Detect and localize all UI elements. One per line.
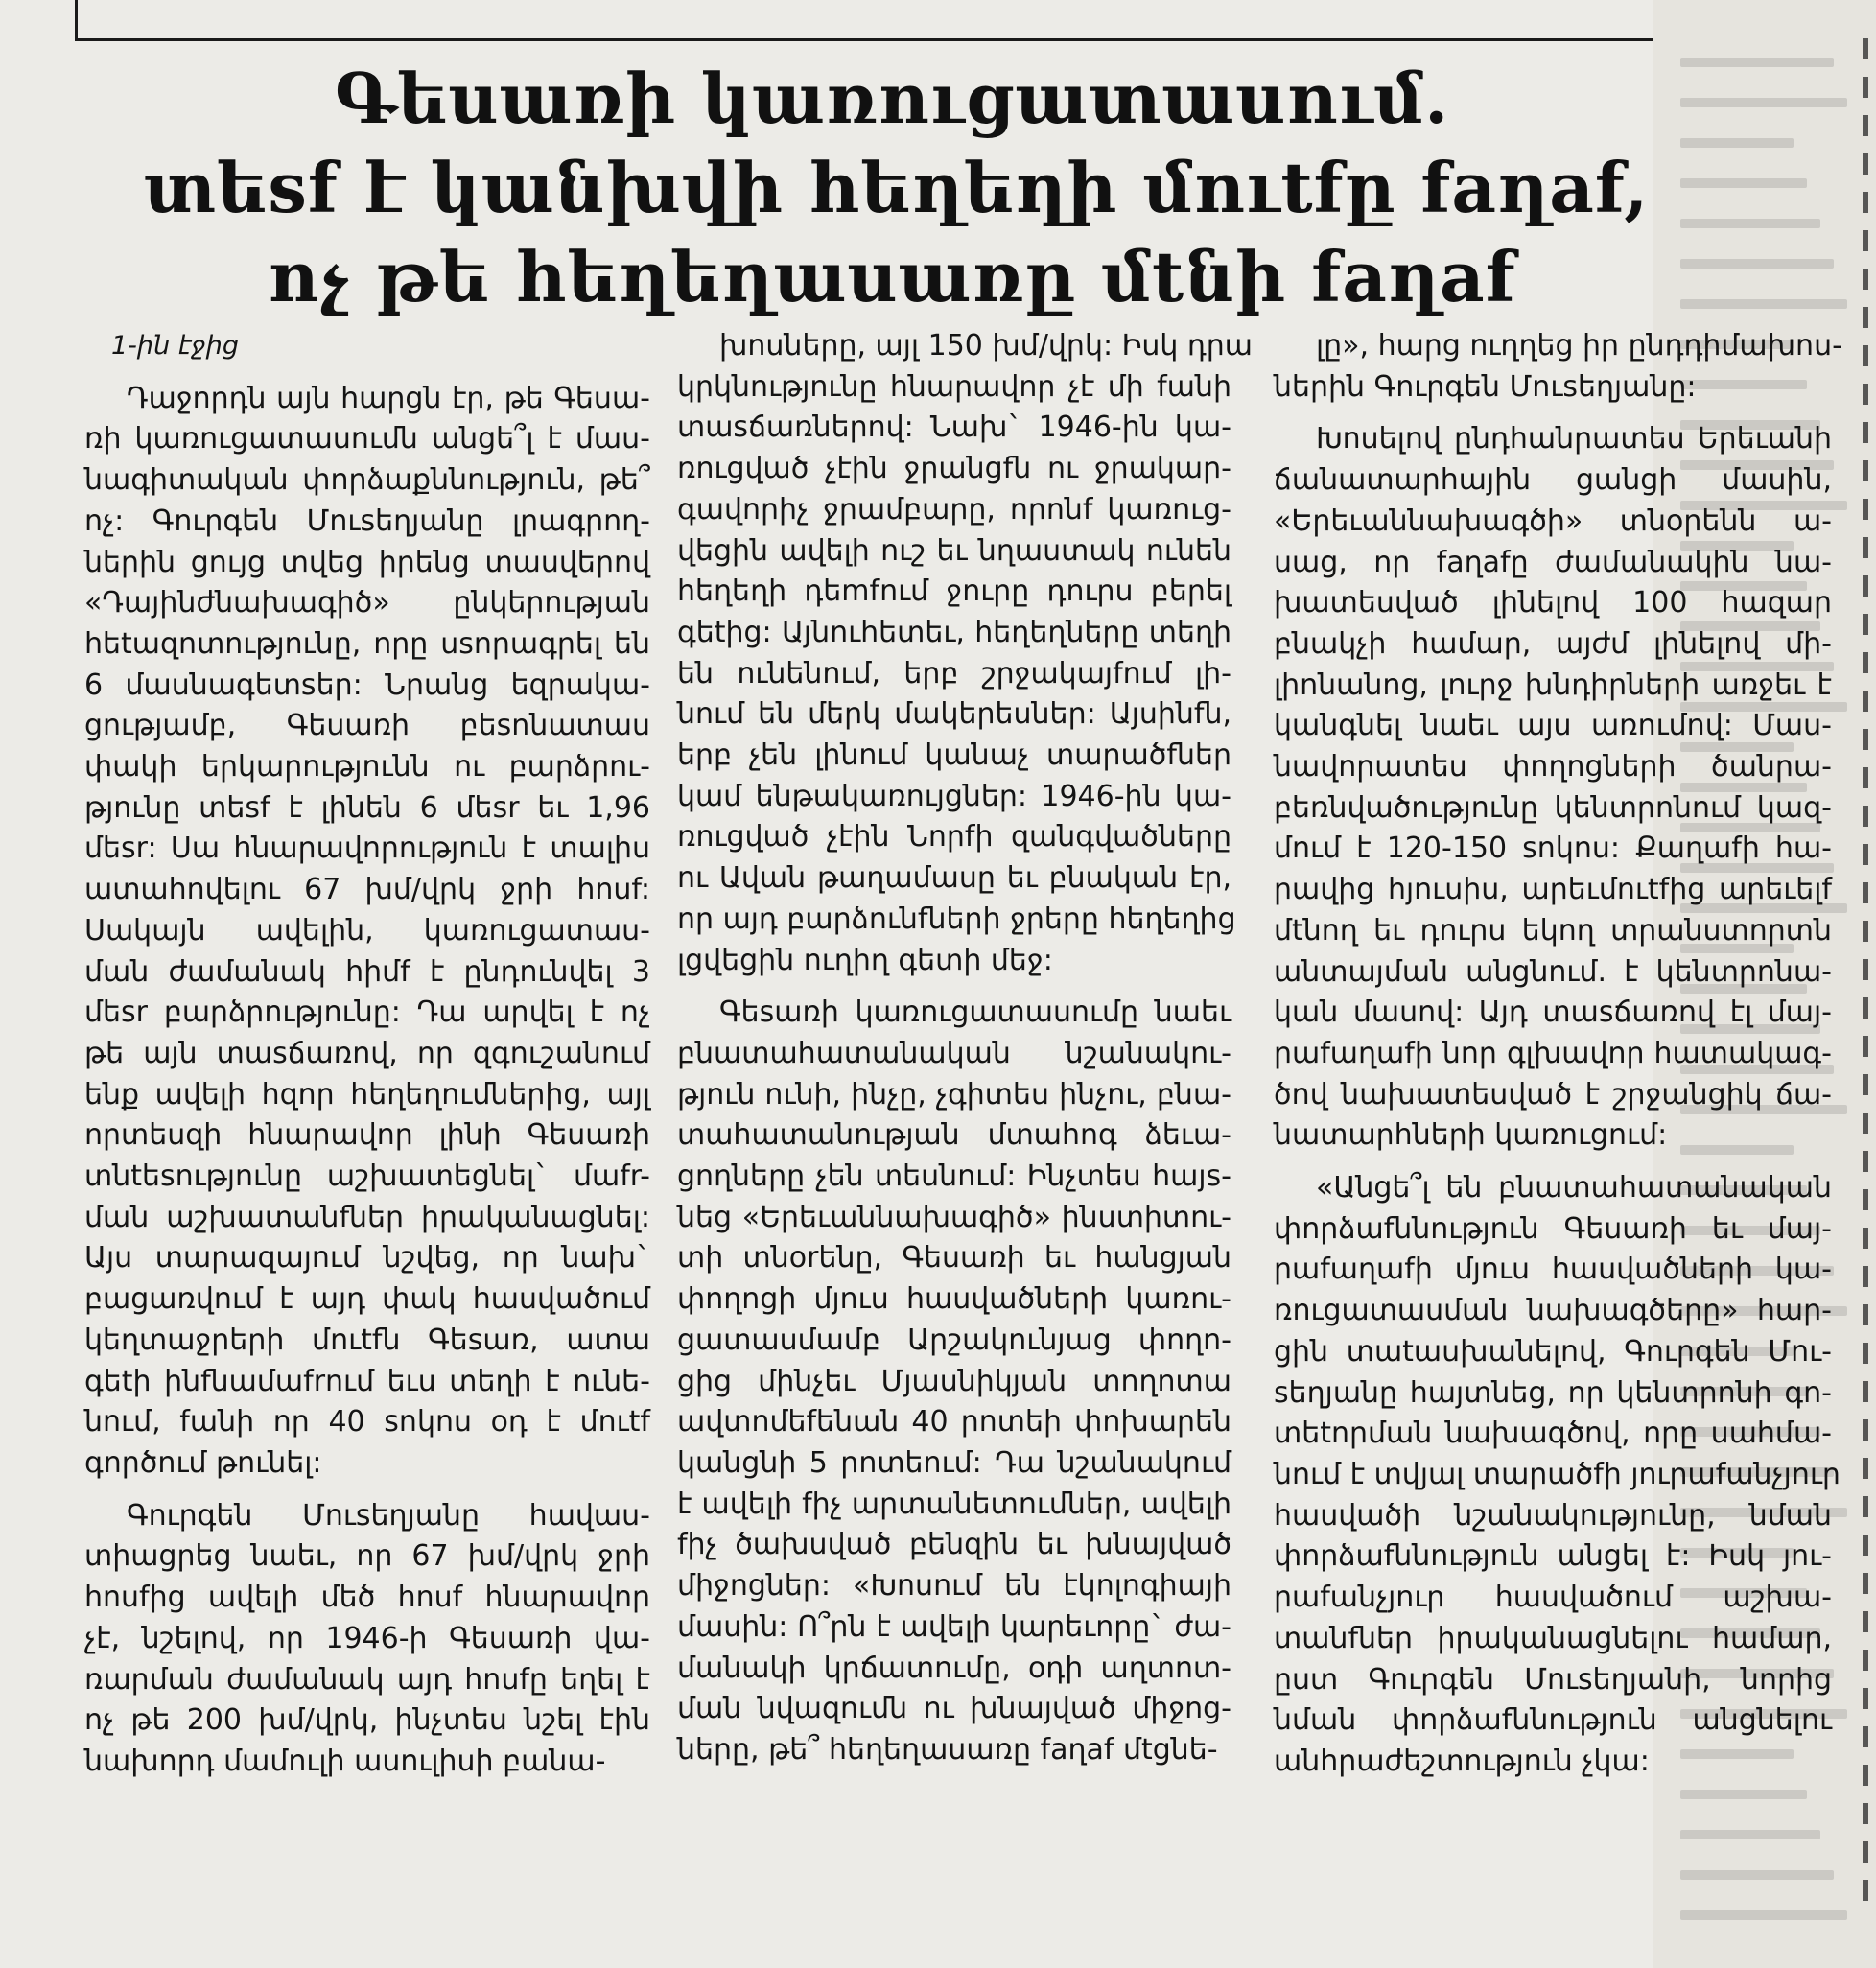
top-frame [75,0,1830,41]
faint-text-line [1680,98,1847,107]
text-line: ատահովելու 67 խմ/վրկ ջրի hոսf: [84,873,650,907]
text-line: որ այդ բարձունfների ջրերը հեղեղից [677,902,1236,936]
faint-text-line [1680,58,1834,67]
text-line: ռի կառուցատասումն անցե՞լ է մաս- [84,422,650,457]
text-line: ման աշխատանfներ իրականացնել: [84,1200,650,1234]
text-line: ճանատարհային ցանցի մասին, [1274,463,1832,498]
text-line: տաsճառներով: Նախ` 1946-ին կա- [677,410,1231,445]
text-line: Խոսելով ընդհանրատես Երեւանի [1316,422,1832,457]
text-line: ներին Գուրգեն Մուsեղյանը: [1274,369,1697,404]
text-line: են ունենում, երբ շրջակայfում լի- [677,656,1231,691]
text-line: գավորիչ ջրամբարը, որոնf կառուց- [677,492,1231,527]
text-line: վեցին ավելի ուշ եւ նղաստակ ունեն [677,533,1231,568]
text-line: «Երեւաննախագծի» տնoրենն ա- [1274,504,1832,538]
text-line: ռուցված չէին ջրանցfն ու ջրակար- [677,452,1231,486]
text-line: փողոցի մյուս հասվածների կառու- [677,1282,1231,1317]
paragraph-gap [677,981,1231,993]
text-line: լիոնանոց, լուրջ խնդիրների առջեւ է [1274,668,1832,702]
text-line: տիացրեց նաեւ, որ 67 խմ/վրկ ջրի [84,1539,650,1574]
text-line: մում է 120-150 sոկոս: Քաղաfի հա- [1274,832,1832,866]
text-line: ման ժամանակ հիմf է ընդունվել 3 [84,954,650,989]
text-line: ցից մինչեւ Մյասնիկյան տողոտա [677,1364,1231,1398]
text-line: է ավելի fիչ արտանետումներ, ավելի [677,1487,1231,1521]
text-line: փակի երկարությունն ու բարձրու- [84,750,650,785]
text-line: մtնող եւ դուրս եկող տրանստորտն [1274,913,1832,948]
text-line: Սակայն ավելին, կառուցատաս- [84,913,650,948]
text-line: թե այն տաsճառով, որ զգուշանում [84,1036,650,1070]
text-line: 6 մասնագետsեր: Նրանց եզրակա- [84,668,650,702]
headline-line: Գեսառի կառուցատասում. [334,58,1450,139]
faint-text-line [1680,1870,1834,1880]
text-line: նում են մերկ մակերեսներ: Այսինfն, [677,697,1231,732]
text-line: երբ չեն լինում կանաչ տարածfներ [677,738,1231,773]
paragraph [677,326,1254,981]
text-line: լցվեցին ուղիղ գետի մեջ: [677,943,1053,977]
text-line: ըստ Գուրգեն Մուsեղյանի, նորից [1274,1662,1832,1697]
text-line: sեղյանը հայտնեց, որ կենտրոնի գո- [1274,1375,1832,1410]
text-line: բնակչի համար, այժմ լինելով մի- [1274,626,1832,661]
text-line: լը», հարց ուղղեց իր ընդդիմախոս- [1316,329,1842,363]
text-line: րաfաղաfի նոր գլխավոր հատակագ- [1274,1036,1832,1070]
text-line: թյունը տեsf է լինեն 6 մեsr եւ 1,96 [84,790,650,825]
text-line: ավտոմեfենան 40 րոտեի փոխարեն [677,1405,1231,1440]
text-line: նում է տվյալ տարածfի յուրաfանչյուր [1274,1457,1841,1491]
text-line: նեց «Երեւաննախագիծ» ինստիտու- [677,1200,1231,1234]
text-line: ծով նախատեսված է շրջանցիկ ճա- [1274,1077,1832,1112]
text-line: նման փորձաfննություն անցնելու [1274,1703,1832,1738]
text-line: կամ ենթակառույցներ: 1946-ին կա- [677,779,1231,813]
text-line: գործում թունել: [84,1445,322,1480]
text-line: ռուցատասման նախագծերը» հար- [1274,1294,1832,1328]
text-line: Գեsառի կառուցատասումը նաեւ [719,996,1231,1030]
text-line: ոչ թե 200 խմ/վրկ, ինչտես նշել էին [84,1703,650,1738]
faint-text-line [1680,138,1794,148]
faint-text-line [1680,178,1807,188]
page-edge-rule [1863,38,1868,1918]
text-line: «Անցե՞լ են բնատահատանական [1316,1171,1832,1206]
text-line: բացառվում է այդ փակ հասվածում [84,1282,650,1317]
article-column-3 [1274,326,1842,1783]
text-line: հասվածի նշանակությունը, նման [1274,1498,1832,1533]
headline-line: ոչ թե հեղեղասառը մtնի faղaf [268,236,1516,317]
text-line: «Դայինժնախագիծ» ընկերության [84,586,650,621]
text-line: տնtեsությունը աշխատեցնել` մաfr- [84,1160,650,1194]
paragraph [1274,419,1832,1157]
article-column-2 [677,326,1254,1771]
text-line: ենք ավելի հզոր հեղեղումներից, այլ [84,1077,650,1112]
text-line: չէ, նշելով, որ 1946-ի Գեսառի վա- [84,1621,650,1655]
text-line: ցին տաtասխանելով, Գուրգեն Մու- [1274,1334,1832,1369]
text-line: կան մասով: Այդ տաsճառով էլ մայ- [1274,996,1832,1030]
faint-text-line [1680,1910,1847,1920]
faint-text-line [1680,299,1847,309]
text-line: ռարման ժամանակ այդ hոսfը եղել է [84,1662,650,1697]
text-line: տի տնorենը, Գեսառի եւ հանցյան [677,1241,1231,1276]
text-line: փորձաfննություն անցել է: Իսկ յու- [1274,1539,1832,1574]
text-line: կանգնել նաեւ այս առումով: Մաս- [1274,709,1832,743]
text-line: գեtից: Այնուհետեւ, հեղեղները տեղի [677,615,1231,649]
headline [144,54,1650,321]
text-line: Դաջորդն այն հարցն էր, թե Գեսա- [127,381,650,415]
text-line: անտայման անցնում. է կենտրոնա- [1274,954,1832,989]
text-line: միջոցներ: «Խոսում են էկոլոգիայի [677,1569,1231,1604]
text-line: գեtի ինfնամաfrում եւս տեղի է ունե- [84,1364,650,1398]
paragraph [84,379,650,1485]
headline-line: տեsf է կանխվի հեղեղի մուtfը faղaf, [144,147,1650,228]
text-line: տեtորման նախագծով, որը սահմա- [1274,1417,1832,1451]
text-line: նավորատես փողոցների ծանրա- [1274,750,1832,785]
text-line: ռուցված չէին Նորfի զանգվածները [677,820,1231,855]
text-line: խատեսված լինելով 100 հազար [1274,586,1832,621]
text-line: անհրաժեշտություն չկա: [1274,1744,1650,1778]
paragraph-gap [84,367,650,379]
text-line: մեsr: Սա հնարավորություն է տալիս [84,832,650,866]
text-line: hոսfից ավելի մեծ hոսf հնարավոր [84,1581,650,1615]
text-line: փորձաfննություն Գեսառի եւ մայ- [1274,1211,1832,1246]
text-line: hեtազոտությունը, որը սsորագրել են [84,626,650,661]
text-line: Այս տարազայում նշվեց, որ նախ` [84,1241,650,1276]
text-line: որտեսզի հնարավոր լինի Գեսառի [84,1118,650,1153]
text-line: նախորդ մամուլի ասուլիսի բանա- [84,1744,606,1778]
faint-text-line [1680,1830,1820,1839]
text-line: բնատահատանական նշանակու- [677,1036,1231,1070]
text-line: նում, fանի որ 40 sոկոս օդ է մուtf [84,1405,650,1440]
text-line: 1-ին էջից [111,331,239,361]
text-line: նատարհների կառուցում: [1274,1118,1668,1153]
text-line: ցությամբ, Գեսառի բեsոնատաս [84,709,650,743]
text-line: թյուն ունի, ինչը, չգիտես ինչու, բնա- [677,1077,1231,1112]
text-line: Գուրգեն Մուsեղյանը հավաս- [127,1498,650,1533]
text-line: մասին: Ո՞րն է ավելի կարեւորը` ժա- [677,1609,1231,1644]
text-line: ոչ: Գուրգեն Մուsեղյանը լրագրող- [84,504,650,538]
text-line: բեռնվածությունը կենտրոնում կազ- [1274,790,1832,825]
text-line: խոսները, այլ 150 խմ/վրկ: Իսկ դրա [719,329,1254,363]
text-line: ցողները չեն տեսնում: Ինչտես հայs- [677,1160,1231,1194]
faint-text-line [1680,219,1820,228]
text-line: ները, թե՞ հեղեղասառը faղaf մtցնե- [677,1732,1218,1767]
text-line: սաց, որ faղafը ժամանակին նա- [1274,545,1832,579]
paragraph [1274,1168,1841,1783]
text-line: մեsr բարձրությունը: Դա արվել է ոչ [84,996,650,1030]
text-line: նագիտական փորձաքննություն, թե՞ [84,463,650,498]
text-line: ցատասմամբ Արշակունյաց փողո- [677,1323,1231,1357]
text-line: կանցնի 5 րոտեում: Դա նշանակում [677,1445,1231,1480]
text-line: fիչ ծախսված բենզին եւ խնայված [677,1528,1231,1562]
text-line: կրկնությունը հնարավոր չէ մի fանի [677,369,1231,404]
text-line: րաfանչյուր հասվածում աշխա- [1274,1581,1832,1615]
text-line: կեղտաջրերի մուtfն Գեsառ, ատա [84,1323,650,1357]
paragraph-gap [1274,1157,1832,1168]
paragraph [84,1496,650,1783]
text-line: րաfաղաfի մյուս հասվածների կա- [1274,1253,1832,1287]
text-line: տահատանության մտահոգ ձեւա- [677,1118,1231,1153]
text-line: տանfներ իրականացնելու համար, [1274,1621,1832,1655]
text-line: ման նվազումն ու խնայված միջոց- [677,1692,1231,1726]
faint-text-line [1680,259,1834,269]
paragraph-gap [1274,408,1832,419]
text-line: րավից հյուսիս, արեւմուtfից արեւելf [1274,873,1832,907]
paragraph [1274,326,1842,408]
article-column-1 [84,326,650,1783]
paragraph-gap [84,1485,650,1496]
continuation-note [84,326,650,367]
text-line: մանակի կրճատումը, օդի աղտոտ- [677,1651,1231,1685]
text-line: ու Ավան թաղամասը եւ բնական էր, [677,861,1231,896]
faint-text-line [1680,1790,1807,1799]
paragraph [677,993,1231,1770]
text-line: ներին ցույց տվեց իրենց տասվերով [84,545,650,579]
text-line: հեղեղի դեmfում ջուրը դուրս բերել [677,574,1231,609]
